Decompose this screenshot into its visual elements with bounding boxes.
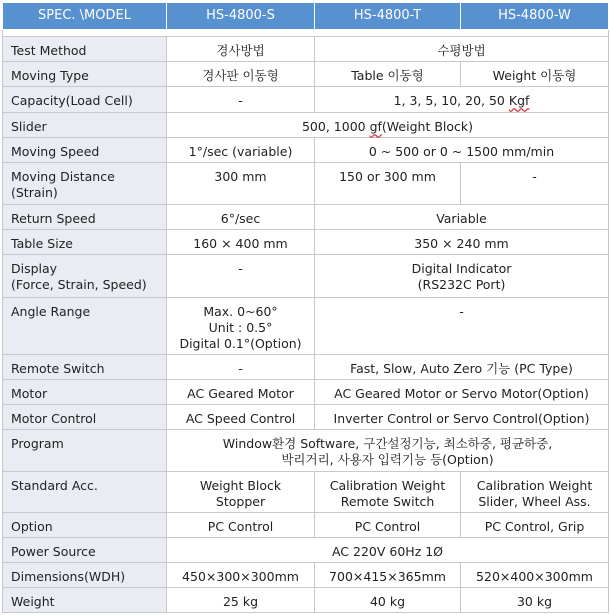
label-slider: Slider [3, 113, 167, 138]
value-option-t: PC Control [315, 513, 461, 538]
value-table-size-tw: 350 × 240 mm [315, 230, 609, 255]
label-return-speed: Return Speed [3, 205, 167, 230]
value-standard-acc-s [167, 472, 315, 513]
value-standard-acc-s-l2: Stopper [215, 494, 266, 509]
header-model-t: HS-4800-T [315, 3, 461, 30]
value-moving-type-s: 경사판 이동형 [167, 62, 315, 87]
row-slider [3, 113, 609, 138]
label-moving-distance-l1: Moving Distance [11, 169, 115, 184]
row-program [3, 430, 609, 472]
value-remote-switch-tw: Fast, Slow, Auto Zero 기능 (PC Type) [315, 355, 609, 380]
row-weight [3, 588, 609, 613]
value-dimensions-t: 700×415×365mm [315, 563, 461, 588]
value-program [167, 430, 609, 472]
value-program-l2: 박리거리, 사용자 입력기능 등(Option) [281, 452, 494, 467]
value-angle-range-s-l3: Digital 0.1°(Option) [179, 336, 302, 351]
slider-unit: gf [369, 119, 382, 134]
value-display-s: - [167, 255, 315, 298]
label-standard-acc: Standard Acc. [3, 472, 167, 513]
label-display [3, 255, 167, 298]
value-moving-speed-tw: 0 ~ 500 or 0 ~ 1500 mm/min [315, 138, 609, 163]
label-motor-control: Motor Control [3, 405, 167, 430]
header-spec-model: SPEC. \MODEL [3, 3, 167, 30]
value-standard-acc-s-l1: Weight Block [199, 478, 282, 493]
row-table-size [3, 230, 609, 255]
value-capacity-tw [315, 87, 609, 113]
label-moving-speed: Moving Speed [3, 138, 167, 163]
value-standard-acc-w [461, 472, 609, 513]
row-return-speed [3, 205, 609, 230]
label-power-source: Power Source [3, 538, 167, 563]
label-motor: Motor [3, 380, 167, 405]
capacity-unit: Kgf [508, 93, 530, 108]
value-weight-s: 25 kg [167, 588, 315, 613]
label-remote-switch: Remote Switch [3, 355, 167, 380]
row-dimensions [3, 563, 609, 588]
value-moving-type-w: Weight 이동형 [461, 62, 609, 87]
value-moving-speed-s: 1°/sec (variable) [167, 138, 315, 163]
slider-suffix: (Weight Block) [381, 119, 474, 134]
value-remote-switch-s: - [167, 355, 315, 380]
label-weight: Weight [3, 588, 167, 613]
value-motor-s: AC Geared Motor [167, 380, 315, 405]
row-moving-type [3, 62, 609, 87]
value-table-size-s: 160 × 400 mm [167, 230, 315, 255]
value-moving-distance-t: 150 or 300 mm [315, 163, 461, 205]
label-display-l1: Display [11, 261, 58, 276]
value-display-tw-l1: Digital Indicator [411, 261, 512, 276]
value-option-s: PC Control [167, 513, 315, 538]
header-model-w: HS-4800-W [461, 3, 609, 30]
row-capacity [3, 87, 609, 113]
spacer-row [3, 30, 609, 37]
value-test-method-s: 경사방법 [167, 37, 315, 62]
spec-table [2, 2, 609, 613]
value-dimensions-s: 450×300×300mm [167, 563, 315, 588]
value-weight-t: 40 kg [315, 588, 461, 613]
value-angle-range-s-l2: Unit : 0.5° [208, 320, 273, 335]
value-angle-range-s-l1: Max. 0~60° [203, 304, 278, 319]
row-motor-control [3, 405, 609, 430]
value-program-l1: Window환경 Software, 구간설정기능, 최소하중, 평균하중, [222, 436, 553, 451]
value-standard-acc-t [315, 472, 461, 513]
value-moving-type-t: Table 이동형 [315, 62, 461, 87]
value-standard-acc-t-l2: Remote Switch [340, 494, 435, 509]
label-program: Program [3, 430, 167, 472]
label-dimensions: Dimensions(WDH) [3, 563, 167, 588]
label-table-size: Table Size [3, 230, 167, 255]
row-option [3, 513, 609, 538]
value-slider [167, 113, 609, 138]
header-row [3, 3, 609, 30]
value-dimensions-w: 520×400×300mm [461, 563, 609, 588]
label-angle-range: Angle Range [3, 298, 167, 355]
label-option: Option [3, 513, 167, 538]
value-standard-acc-w-l2: Slider, Wheel Ass. [478, 494, 591, 509]
row-remote-switch [3, 355, 609, 380]
capacity-values: 1, 3, 5, 10, 20, 50 [393, 93, 509, 108]
row-angle-range [3, 298, 609, 355]
row-moving-distance [3, 163, 609, 205]
header-model-s: HS-4800-S [167, 3, 315, 30]
row-motor [3, 380, 609, 405]
value-motor-tw: AC Geared Motor or Servo Motor(Option) [315, 380, 609, 405]
value-angle-range-s [167, 298, 315, 355]
label-moving-distance-l2: (Strain) [11, 185, 58, 200]
label-moving-type: Moving Type [3, 62, 167, 87]
value-standard-acc-t-l1: Calibration Weight [329, 478, 446, 493]
label-capacity: Capacity(Load Cell) [3, 87, 167, 113]
value-display-tw [315, 255, 609, 298]
value-test-method-tw: 수평방법 [315, 37, 609, 62]
spacer-cell [3, 30, 609, 37]
label-display-l2: (Force, Strain, Speed) [11, 277, 147, 292]
row-test-method [3, 37, 609, 62]
slider-values: 500, 1000 [301, 119, 370, 134]
value-return-speed-s: 6°/sec [167, 205, 315, 230]
label-moving-distance [3, 163, 167, 205]
value-power-source: AC 220V 60Hz 1Ø [167, 538, 609, 563]
value-option-w: PC Control, Grip [461, 513, 609, 538]
value-capacity-s: - [167, 87, 315, 113]
label-test-method: Test Method [3, 37, 167, 62]
value-display-tw-l2: (RS232C Port) [417, 277, 506, 292]
row-display [3, 255, 609, 298]
value-moving-distance-w: - [461, 163, 609, 205]
row-moving-speed [3, 138, 609, 163]
value-standard-acc-w-l1: Calibration Weight [476, 478, 593, 493]
value-motor-control-tw: Inverter Control or Servo Control(Option) [315, 405, 609, 430]
value-motor-control-s: AC Speed Control [167, 405, 315, 430]
value-weight-w: 30 kg [461, 588, 609, 613]
value-return-speed-tw: Variable [315, 205, 609, 230]
row-power-source [3, 538, 609, 563]
value-angle-range-tw: - [315, 298, 609, 355]
value-moving-distance-s: 300 mm [167, 163, 315, 205]
row-standard-acc [3, 472, 609, 513]
